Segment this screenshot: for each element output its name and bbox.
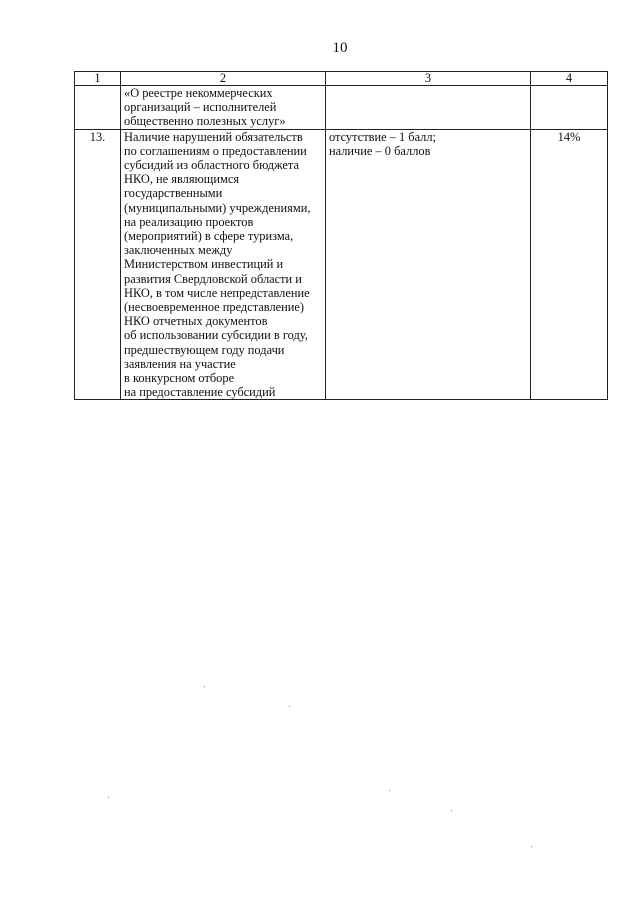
header-cell-4: 4	[531, 72, 608, 86]
scan-speck	[108, 797, 109, 798]
continuation-num-cell	[75, 86, 121, 130]
scan-speck	[204, 686, 205, 687]
table-row-continuation	[75, 86, 608, 130]
continuation-weight-cell	[531, 86, 608, 130]
scoring-rule-cell: отсутствие – 1 балл; наличие – 0 баллов	[326, 129, 531, 400]
criterion-description-cell: Наличие нарушений обязательств по соглашениям о предоставлении субсидий из областного бюджета НКО, не являющимся государственными (муниципальными) учреждениями, на реализацию проектов (мероприятий) в сфере туризма, заключенных между Министерством инвестиций и развития Свердловской области и НКО, в том числе непредставление (несвоевременное представление) НКО отчетных документов об использовании субсидии в году, предшествующем году подачи заявления на участие в конкурсном отборе на предоставление субсидий	[121, 129, 326, 400]
weight-percent-cell: 14%	[531, 129, 608, 400]
scan-speck	[531, 846, 532, 847]
scan-speck	[389, 790, 390, 791]
table-row-13	[75, 129, 608, 400]
continuation-description-cell: «О реестре некоммерческих организаций – исполнителей общественно полезных услуг»	[121, 86, 326, 130]
row-number-cell: 13.	[75, 129, 121, 400]
header-cell-2: 2	[121, 72, 326, 86]
page-number: 10	[332, 40, 348, 56]
header-cell-3: 3	[326, 72, 531, 86]
header-cell-1: 1	[75, 72, 121, 86]
continuation-scoring-cell	[326, 86, 531, 130]
scan-speck	[451, 810, 452, 811]
table-header-row	[75, 72, 608, 86]
criteria-table	[74, 71, 608, 400]
scan-speck	[289, 706, 290, 707]
